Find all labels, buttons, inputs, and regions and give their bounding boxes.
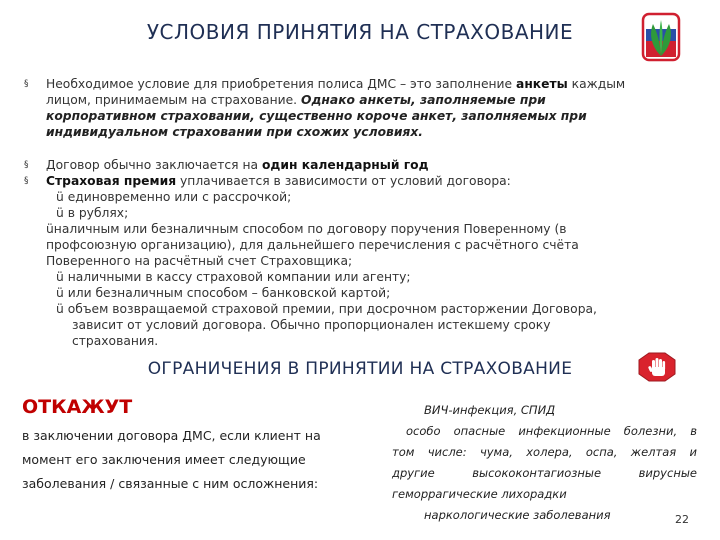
disease-item: особо опасные инфекционные болезни, в: [406, 424, 697, 438]
bullet-mark: §: [24, 176, 29, 186]
bullet3-bold: Страховая премия: [46, 174, 177, 188]
conditions-list: [20, 76, 710, 349]
bullet2-bold: один календарный год: [261, 158, 429, 172]
check-icon: ü: [56, 190, 64, 204]
check-text-cont: Поверенного на расчётный счет Страховщика;: [46, 254, 353, 268]
bullet-mark: §: [24, 79, 29, 89]
check-text-cont: зависит от условий договора. Обычно пропорционален истекшему сроку: [72, 318, 551, 332]
check-item: [46, 269, 710, 285]
disease-item: геморрагические лихорадки: [392, 487, 567, 501]
list-item: [20, 76, 710, 140]
description-line: момент его заключения имеет следующие: [22, 452, 306, 467]
bullet1-text: Необходимое условие для приобретения полиса ДМС – это заполнение: [46, 77, 517, 91]
bullet1-bold: анкеты: [516, 77, 568, 91]
list-item: [20, 157, 710, 173]
bullet1-line3: корпоративном страховании, существенно короче анкет, заполняемых при: [46, 109, 587, 123]
check-item: [46, 285, 710, 301]
check-item: [46, 189, 710, 205]
check-text: в рублях;: [67, 206, 129, 220]
bullet1-line2: лицом, принимаемым на страхование.: [46, 93, 302, 107]
description-line: в заключении договора ДМС, если клиент на: [22, 428, 321, 443]
check-icon: ü: [46, 222, 54, 236]
section-subtitle: ОГРАНИЧЕНИЯ В ПРИНЯТИИ НА СТРАХОВАНИЕ: [147, 359, 573, 379]
check-text-cont: страхования.: [72, 334, 159, 348]
check-text: наличным или безналичным способом по договору поручения Поверенному (в: [53, 222, 567, 236]
stop-hand-icon: [638, 352, 676, 382]
check-item: [46, 205, 710, 221]
check-icon: ü: [56, 270, 64, 284]
check-icon: ü: [56, 302, 64, 316]
disease-item: другие высококонтагиозные вирусные: [392, 466, 697, 480]
disease-item: том числе: чума, холера, оспа, желтая и: [392, 445, 697, 459]
list-item: [20, 173, 710, 349]
refuse-label: ОТКАЖУТ: [22, 396, 133, 418]
check-item: [46, 301, 710, 317]
check-text: единовременно или с рассрочкой;: [67, 190, 292, 204]
check-icon: ü: [56, 206, 64, 220]
refuse-description: [22, 424, 362, 496]
bullet-mark: §: [24, 160, 29, 170]
bullet1-line4: индивидуальном страховании при схожих условиях.: [46, 125, 423, 139]
bullet3-text: уплачивается в зависимости от условий договора:: [176, 174, 511, 188]
bullet1-text-end: каждым: [567, 77, 626, 91]
bullet1-italic: Однако анкеты, заполняемые при: [301, 93, 546, 107]
union-logo-icon: [641, 12, 681, 62]
disease-item: ВИЧ-инфекция, СПИД: [424, 403, 556, 417]
page-title: УСЛОВИЯ ПРИНЯТИЯ НА СТРАХОВАНИЕ: [146, 20, 574, 44]
description-line: заболевания / связанные с ним осложнения:: [22, 476, 319, 491]
check-icon: ü: [56, 286, 64, 300]
bullet2-text: Договор обычно заключается на: [46, 158, 262, 172]
check-text: объем возвращаемой страховой премии, при досрочном расторжении Договора,: [67, 302, 597, 316]
page-number: 22: [675, 513, 689, 526]
check-text-cont: профсоюзную организацию), для дальнейшего перечисления с расчётного счёта: [46, 238, 579, 252]
disease-item: наркологические заболевания: [424, 508, 611, 522]
check-item: [46, 221, 710, 237]
check-text: наличными в кассу страховой компании или агенту;: [67, 270, 411, 284]
diseases-list: [392, 400, 697, 526]
check-text: или безналичным способом – банковской картой;: [67, 286, 391, 300]
